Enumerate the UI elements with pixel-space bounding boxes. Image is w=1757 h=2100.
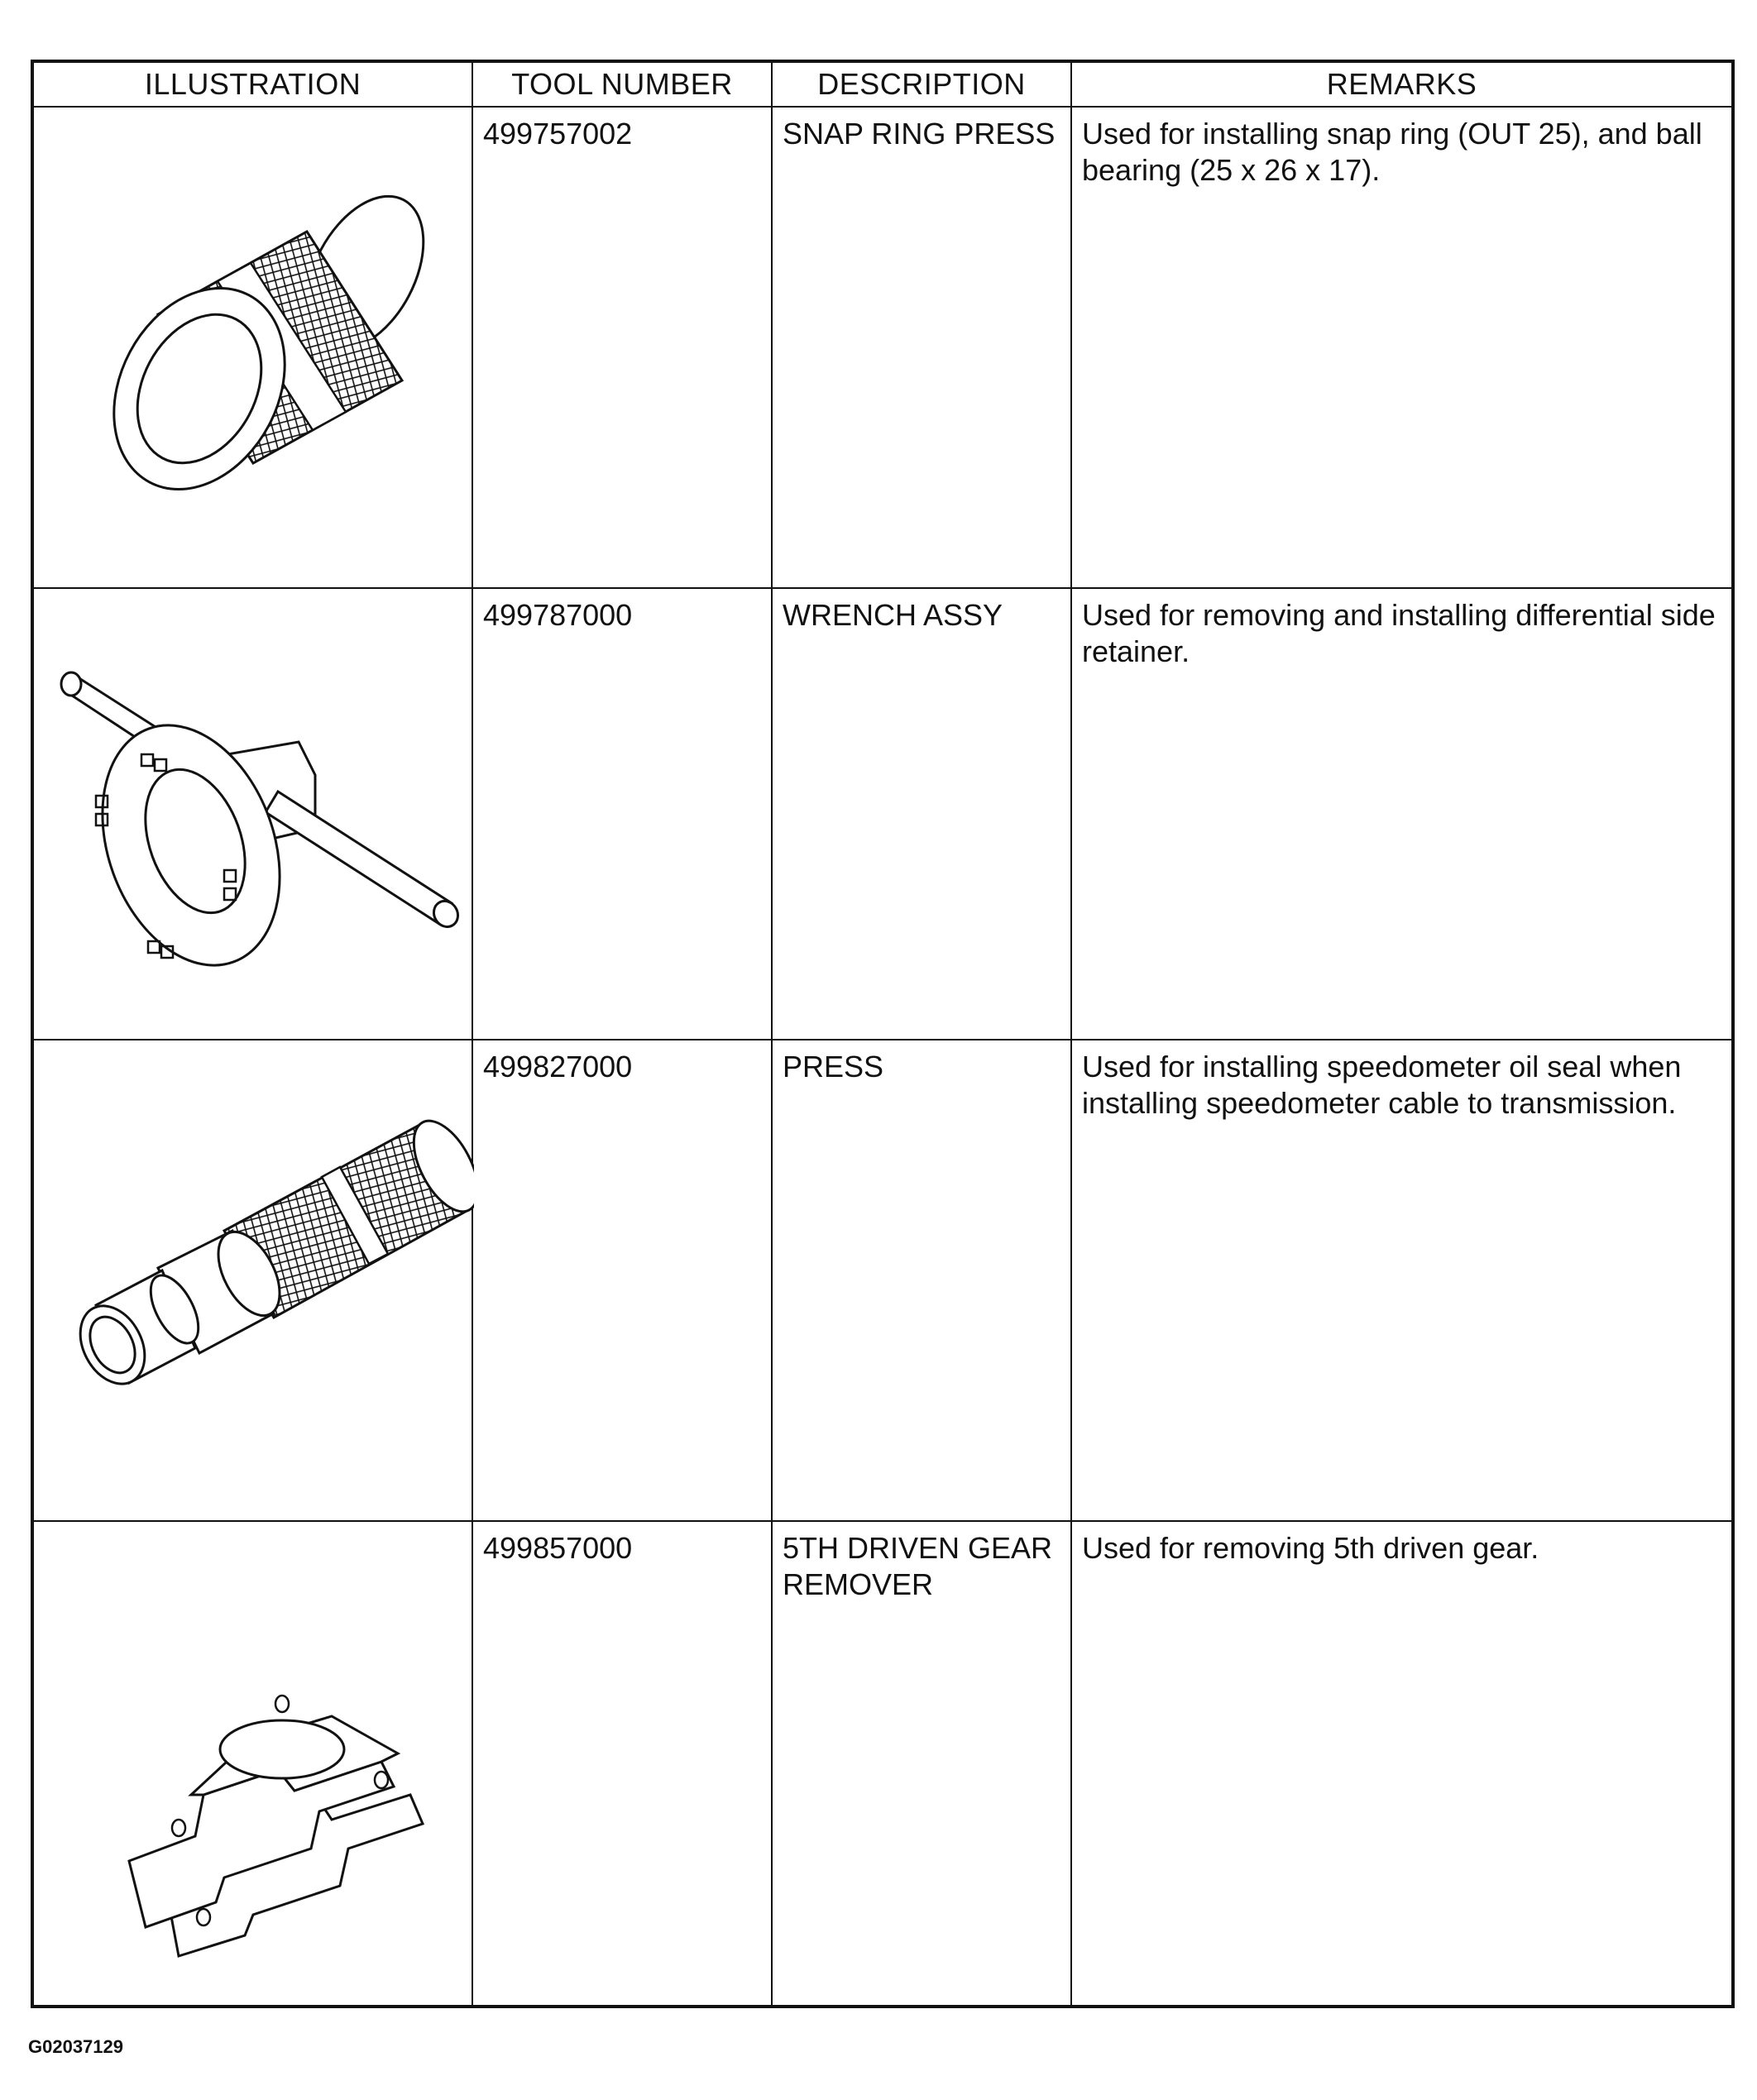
illustration-cell [32,107,472,588]
tool-number-cell: 499827000 [472,1040,772,1521]
description-cell: SNAP RING PRESS [772,107,1071,588]
description-cell: WRENCH ASSY [772,588,1071,1040]
tool-number-cell: 499787000 [472,588,772,1040]
snap-ring-press-illustration [34,108,474,587]
table-row [32,1040,1733,1521]
header-illustration: ILLUSTRATION [32,61,472,107]
remarks-cell: Used for removing 5th driven gear. [1071,1521,1733,2007]
header-tool-number: TOOL NUMBER [472,61,772,107]
table-row [32,1521,1733,2007]
illustration-cell [32,1040,472,1521]
table-row [32,588,1733,1040]
header-remarks: REMARKS [1071,61,1733,107]
description-cell: 5TH DRIVEN GEAR REMOVER [772,1521,1071,2007]
illustration-cell [32,1521,472,2007]
figure-code: G02037129 [28,2036,123,2057]
remarks-cell: Used for removing and installing differential side retainer. [1071,588,1733,1040]
table-row [32,107,1733,588]
description-cell: PRESS [772,1040,1071,1521]
press-illustration [34,1040,474,1520]
gear-remover-illustration [34,1522,474,2005]
tool-number-cell: 499757002 [472,107,772,588]
remarks-cell: Used for installing speedometer oil seal when installing speedometer cable to transmission. [1071,1040,1733,1521]
header-description: DESCRIPTION [772,61,1071,107]
tool-number-cell: 499857000 [472,1521,772,2007]
wrench-assy-illustration [34,589,474,1039]
table-header-row [32,61,1733,107]
illustration-cell [32,588,472,1040]
special-tools-table [31,60,1735,2008]
remarks-cell: Used for installing snap ring (OUT 25), and ball bearing (25 x 26 x 17). [1071,107,1733,588]
